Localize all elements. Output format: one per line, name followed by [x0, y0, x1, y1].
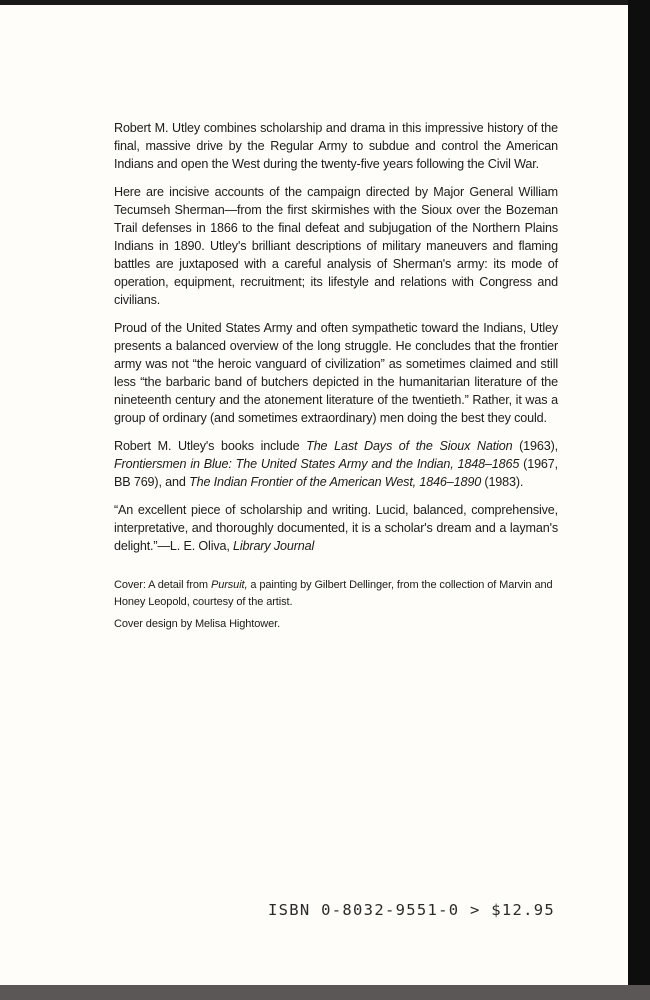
cover-credit-prefix: Cover: A detail from	[114, 579, 211, 591]
bottom-edge	[0, 985, 650, 1000]
review-quote	[114, 501, 558, 555]
credits-block	[114, 577, 558, 633]
isbn-price: ISBN 0-8032-9551-0 > $12.95	[268, 901, 556, 919]
book-title-1: The Last Days of the Sioux Nation	[306, 439, 513, 453]
book-year-2: (1967, BB 769), and	[114, 457, 558, 489]
right-edge	[628, 0, 650, 1000]
description-block	[114, 119, 558, 639]
design-credit: Cover design by Melisa Hightower.	[114, 618, 281, 630]
book-title-3: The Indian Frontier of the American West, 1846–1890	[189, 475, 482, 489]
painting-title: Pursuit,	[210, 579, 248, 591]
paragraph-summary: Robert M. Utley combines scholarship and drama in this impressive history of the final, massive drive by the Regular Army to subdue and control the American Indians and open the West during the twenty-five years following the Civil War.	[114, 121, 558, 171]
cover-credit	[114, 577, 558, 610]
book-year-1: (1963),	[512, 439, 558, 453]
cover-credit-suffix: a painting by Gilbert Dellinger, from the collection of Marvin and Honey Leopold, courtesy of the artist.	[114, 579, 553, 608]
paragraph-campaign: Here are incisive accounts of the campaign directed by Major General William Tecumseh Sherman—from the first skirmishes with the Sioux over the Bozeman Trail defenses in 1866 to the final defeat and subjugation of the Northern Plains Indians in 1890. Utley's brilliant descriptions of military maneuvers and flaming battles are juxtaposed with a careful analysis of Sherman's army: its mode of operation, equipment, recruitment; its lifestyle and relations with Congress and civilians.	[114, 185, 558, 307]
book-year-3: (1983).	[481, 475, 524, 489]
paragraph-perspective: Proud of the United States Army and often sympathetic toward the Indians, Utley presents a balanced overview of the long struggle. He concludes that the frontier army was not “the heroic vanguard of civilization” as sometimes claimed and still less “the barbaric band of butchers depicted in the humanitarian literature of the nineteenth century and the atonement literature of the twentieth.” Rather, it was a group of ordinary (and sometimes extraordinary) men doing the best they could.	[114, 321, 558, 425]
paragraph-other-books	[114, 437, 558, 491]
quote-text: “An excellent piece of scholarship and writing. Lucid, balanced, comprehensive, interpretative, and thoroughly documented, it is a scholar's dream and a layman's delight.”—L. E. Oliva,	[114, 503, 558, 553]
back-cover	[0, 5, 628, 985]
books-intro: Robert M. Utley's books include	[114, 439, 307, 453]
book-title-2: Frontiersmen in Blue: The United States Army and the Indian, 1848–1865	[114, 457, 520, 471]
quote-source: Library Journal	[233, 539, 315, 553]
